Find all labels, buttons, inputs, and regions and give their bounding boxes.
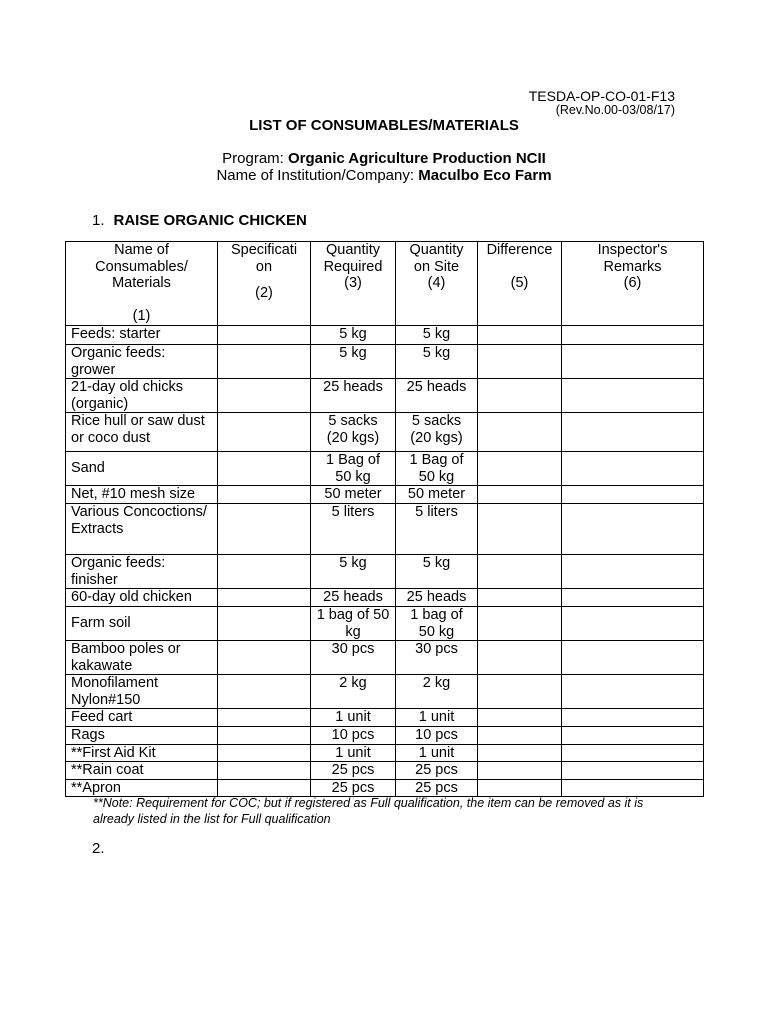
section-2-number: 2. <box>92 840 105 857</box>
cell-remarks <box>562 607 704 641</box>
cell-spec <box>218 504 311 555</box>
header-text: Name of <box>114 242 169 258</box>
cell-remarks <box>562 379 704 413</box>
cell-remarks <box>562 709 704 727</box>
cell-difference <box>478 504 562 555</box>
cell-remarks <box>562 779 704 797</box>
cell-required: 25 pcs <box>311 762 396 780</box>
cell-spec <box>218 762 311 780</box>
cell-remarks <box>562 762 704 780</box>
cell-remarks <box>562 413 704 452</box>
table-row <box>66 345 704 379</box>
header-text: Quantity <box>409 242 464 258</box>
cell-spec <box>218 413 311 452</box>
cell-difference <box>478 379 562 413</box>
cell-required: 1 Bag of 50 kg <box>311 452 396 486</box>
cell-onsite: 5 kg <box>396 555 478 589</box>
cell-onsite: 50 meter <box>396 486 478 504</box>
cell-name: 60-day old chicken <box>66 589 218 607</box>
cell-name: Organic feeds: finisher <box>66 555 218 589</box>
header-text: Quantity <box>326 242 380 258</box>
table-row <box>66 641 704 675</box>
cell-name: Net, #10 mesh size <box>66 486 218 504</box>
cell-spec <box>218 379 311 413</box>
cell-name: Organic feeds: grower <box>66 345 218 379</box>
header-spacer <box>483 259 556 276</box>
revision-code: (Rev.No.00-03/08/17) <box>555 103 675 117</box>
section-heading <box>92 212 307 229</box>
table-row <box>66 709 704 727</box>
cell-spec <box>218 555 311 589</box>
header-spacer <box>223 275 305 285</box>
col-header-specification <box>218 242 311 326</box>
cell-required: 2 kg <box>311 675 396 709</box>
table-row <box>66 504 704 555</box>
header-text: Difference <box>486 242 553 258</box>
header-number: (3) <box>344 275 362 291</box>
cell-required: 5 kg <box>311 326 396 345</box>
table-row <box>66 675 704 709</box>
header-text: Required <box>323 258 383 275</box>
header-number: (2) <box>255 285 273 301</box>
cell-onsite: 1 Bag of 50 kg <box>396 452 478 486</box>
cell-required: 1 unit <box>311 744 396 762</box>
cell-onsite: 5 kg <box>396 345 478 379</box>
cell-difference <box>478 345 562 379</box>
cell-spec <box>218 779 311 797</box>
table-row <box>66 379 704 413</box>
header-text: Materials <box>112 275 171 291</box>
cell-onsite: 5 sacks (20 kgs) <box>396 413 478 452</box>
cell-difference <box>478 744 562 762</box>
institution-label: Name of Institution/Company: <box>216 167 419 184</box>
cell-onsite: 25 pcs <box>396 762 478 780</box>
cell-difference <box>478 486 562 504</box>
col-header-quantity-on-site <box>396 242 478 326</box>
header-number: (5) <box>510 275 529 291</box>
header-text: on <box>255 258 273 275</box>
table-row <box>66 326 704 345</box>
institution-value: Maculbo Eco Farm <box>418 167 552 184</box>
cell-name: Rags <box>66 727 218 745</box>
cell-name: **First Aid Kit <box>66 744 218 762</box>
cell-onsite: 30 pcs <box>396 641 478 675</box>
table-row <box>66 452 704 486</box>
cell-remarks <box>562 326 704 345</box>
cell-remarks <box>562 589 704 607</box>
header-text: Inspector's <box>597 242 668 258</box>
col-header-quantity-required <box>311 242 396 326</box>
cell-remarks <box>562 452 704 486</box>
cell-spec <box>218 675 311 709</box>
cell-onsite: 1 bag of 50 kg <box>396 607 478 641</box>
cell-onsite: 1 unit <box>396 744 478 762</box>
document-title: LIST OF CONSUMABLES/MATERIALS <box>249 117 519 134</box>
cell-required: 5 liters <box>311 504 396 555</box>
cell-spec <box>218 727 311 745</box>
cell-spec <box>218 326 311 345</box>
cell-required: 5 sacks (20 kgs) <box>311 413 396 452</box>
footnote: **Note: Requirement for COC; but if registered as Full qualification, the item can be removed as it is already listed in the list for Full qualification <box>93 796 644 826</box>
cell-required: 10 pcs <box>311 727 396 745</box>
program-line <box>0 150 768 167</box>
cell-spec <box>218 486 311 504</box>
cell-onsite: 1 unit <box>396 709 478 727</box>
form-code: TESDA-OP-CO-01-F13 <box>528 88 675 104</box>
table-row <box>66 744 704 762</box>
cell-spec <box>218 452 311 486</box>
table-row <box>66 779 704 797</box>
header-text: Specificati <box>230 242 298 258</box>
table-row <box>66 413 704 452</box>
table-row <box>66 486 704 504</box>
cell-name: 21-day old chicks (organic) <box>66 379 218 413</box>
cell-difference <box>478 555 562 589</box>
institution-line <box>0 167 768 184</box>
cell-name: Sand <box>66 452 218 486</box>
cell-required: 1 bag of 50 kg <box>311 607 396 641</box>
cell-required: 25 heads <box>311 379 396 413</box>
header-number: (1) <box>132 307 151 324</box>
cell-required: 30 pcs <box>311 641 396 675</box>
cell-required: 25 heads <box>311 589 396 607</box>
header-text: on Site <box>413 258 460 275</box>
section-number: 1. <box>92 212 105 229</box>
section-title: RAISE ORGANIC CHICKEN <box>113 212 307 229</box>
cell-difference <box>478 675 562 709</box>
header-text: Remarks <box>603 258 662 275</box>
cell-onsite: 25 heads <box>396 589 478 607</box>
table-row <box>66 727 704 745</box>
table-row <box>66 555 704 589</box>
table-row <box>66 607 704 641</box>
cell-spec <box>218 641 311 675</box>
cell-name: Various Concoctions/ Extracts <box>66 504 218 555</box>
cell-spec <box>218 709 311 727</box>
cell-required: 50 meter <box>311 486 396 504</box>
table-row <box>66 589 704 607</box>
cell-difference <box>478 779 562 797</box>
cell-required: 5 kg <box>311 555 396 589</box>
cell-difference <box>478 452 562 486</box>
consumables-table <box>65 241 704 797</box>
table-header-row <box>66 242 704 326</box>
cell-remarks <box>562 555 704 589</box>
cell-spec <box>218 744 311 762</box>
cell-difference <box>478 727 562 745</box>
cell-name: **Apron <box>66 779 218 797</box>
cell-remarks <box>562 641 704 675</box>
cell-remarks <box>562 345 704 379</box>
cell-remarks <box>562 727 704 745</box>
cell-spec <box>218 607 311 641</box>
col-header-inspector-remarks <box>562 242 704 326</box>
cell-name: Rice hull or saw dust or coco dust <box>66 413 218 452</box>
col-header-name <box>66 242 218 326</box>
cell-difference <box>478 326 562 345</box>
cell-onsite: 5 liters <box>396 504 478 555</box>
header-number: (4) <box>427 275 446 291</box>
cell-difference <box>478 589 562 607</box>
cell-difference <box>478 762 562 780</box>
col-header-difference <box>478 242 562 326</box>
program-label: Program: <box>222 150 289 167</box>
table-row <box>66 762 704 780</box>
cell-name: **Rain coat <box>66 762 218 780</box>
cell-required: 25 pcs <box>311 779 396 797</box>
cell-required: 1 unit <box>311 709 396 727</box>
cell-name: Farm soil <box>66 607 218 641</box>
cell-spec <box>218 589 311 607</box>
header-text: Consumables/ <box>95 258 188 275</box>
cell-difference <box>478 709 562 727</box>
cell-name: Feeds: starter <box>66 326 218 345</box>
cell-remarks <box>562 675 704 709</box>
header-spacer <box>71 292 212 308</box>
cell-name: Monofilament Nylon#150 <box>66 675 218 709</box>
cell-name: Bamboo poles or kakawate <box>66 641 218 675</box>
cell-remarks <box>562 504 704 555</box>
cell-difference <box>478 607 562 641</box>
cell-onsite: 25 pcs <box>396 779 478 797</box>
cell-spec <box>218 345 311 379</box>
cell-difference <box>478 641 562 675</box>
cell-required: 5 kg <box>311 345 396 379</box>
cell-remarks <box>562 486 704 504</box>
cell-onsite: 5 kg <box>396 326 478 345</box>
cell-onsite: 25 heads <box>396 379 478 413</box>
cell-remarks <box>562 744 704 762</box>
cell-difference <box>478 413 562 452</box>
cell-name: Feed cart <box>66 709 218 727</box>
program-value: Organic Agriculture Production NCII <box>288 150 546 167</box>
cell-onsite: 10 pcs <box>396 727 478 745</box>
header-number: (6) <box>623 275 642 291</box>
cell-onsite: 2 kg <box>396 675 478 709</box>
